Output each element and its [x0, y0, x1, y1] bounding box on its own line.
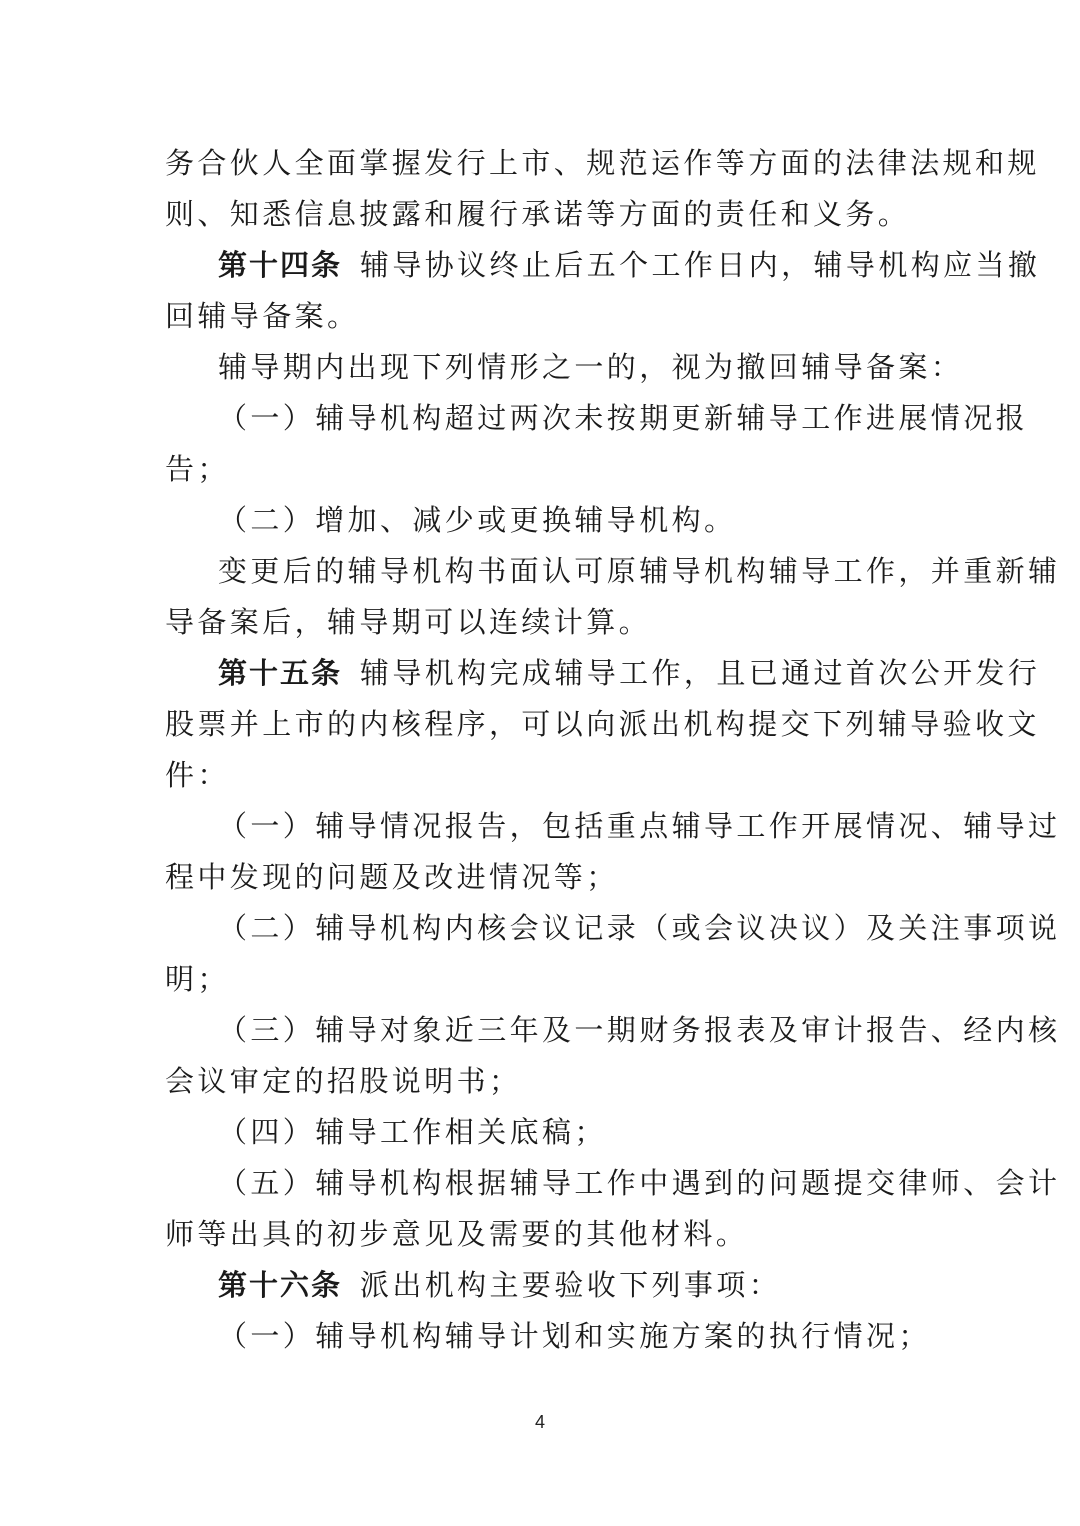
list-item-line: 会议审定的招股说明书；: [165, 1064, 522, 1098]
list-item-line: （二）辅导机构内核会议记录（或会议决议）及关注事项说: [218, 911, 1061, 945]
list-item-line: （五）辅导机构根据辅导工作中遇到的问题提交律师、会计: [218, 1166, 1061, 1200]
article-heading: 第十五条: [218, 656, 343, 690]
article-text: 辅导机构完成辅导工作，且已通过首次公开发行: [359, 656, 1041, 690]
article-15-paragraph: [218, 656, 1041, 690]
page-number: 4: [534, 1412, 545, 1432]
body-text-line: 件：: [165, 758, 230, 792]
list-item-line: （三）辅导对象近三年及一期财务报表及审计报告、经内核: [218, 1013, 1061, 1047]
body-text-line: 辅导期内出现下列情形之一的，视为撤回辅导备案：: [218, 350, 964, 384]
body-text-line: 股票并上市的内核程序，可以向派出机构提交下列辅导验收文: [165, 707, 1040, 741]
article-14-paragraph: [218, 248, 1041, 282]
list-item-line: （二）增加、减少或更换辅导机构。: [218, 503, 737, 537]
list-item-line: （四）辅导工作相关底稿；: [218, 1115, 607, 1149]
list-item-line: （一）辅导机构超过两次未按期更新辅导工作进展情况报: [218, 401, 1029, 435]
body-text-line: 回辅导备案。: [165, 299, 360, 333]
article-heading: 第十六条: [218, 1268, 343, 1302]
list-item-line: （一）辅导情况报告，包括重点辅导工作开展情况、辅导过: [218, 809, 1061, 843]
list-item-line: 明；: [165, 962, 230, 996]
body-text-line: 导备案后，辅导期可以连续计算。: [165, 605, 652, 639]
list-item-line: （一）辅导机构辅导计划和实施方案的执行情况；: [218, 1319, 931, 1353]
article-16-paragraph: [218, 1268, 920, 1302]
article-heading: 第十四条: [218, 248, 343, 282]
body-text-line: 变更后的辅导机构书面认可原辅导机构辅导工作，并重新辅: [218, 554, 1061, 588]
list-item-line: 告；: [165, 452, 230, 486]
article-text: 辅导协议终止后五个工作日内，辅导机构应当撤: [359, 248, 1041, 282]
article-text: 派出机构主要验收下列事项：: [359, 1268, 782, 1302]
list-item-line: 师等出具的初步意见及需要的其他材料。: [165, 1217, 749, 1251]
list-item-line: 程中发现的问题及改进情况等；: [165, 860, 619, 894]
body-text-line: 务合伙人全面掌握发行上市、规范运作等方面的法律法规和规: [165, 146, 1040, 180]
body-text-line: 则、知悉信息披露和履行承诺等方面的责任和义务。: [165, 197, 911, 231]
